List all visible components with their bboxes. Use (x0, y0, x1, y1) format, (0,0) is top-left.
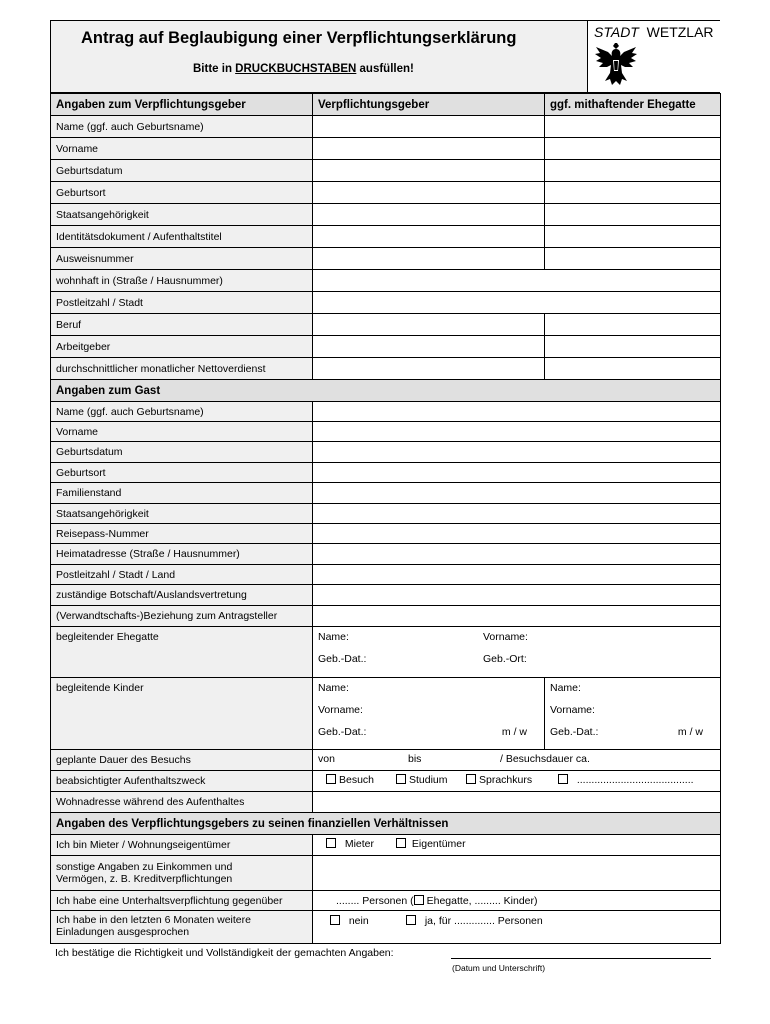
tenant-owner-options (313, 835, 721, 856)
col-header-main: Verpflichtungsgeber (313, 94, 545, 116)
sponsor-input-spouse[interactable] (545, 314, 721, 336)
guest-input[interactable] (313, 565, 721, 585)
duration-from-label: von (318, 753, 335, 765)
child-1-dob-label: Geb.-Dat.: (318, 726, 367, 738)
owner-label: Eigentümer (411, 838, 466, 850)
guest-input[interactable] (313, 606, 721, 627)
guest-spouse-label: begleitender Ehegatte (51, 627, 313, 678)
guest-input[interactable] (313, 585, 721, 606)
guest-field-label: Geburtsdatum (51, 442, 313, 463)
sponsor-input-main[interactable] (313, 336, 545, 358)
sponsor-field-label: Geburtsort (51, 182, 313, 204)
sponsor-field-label: Staatsangehörigkeit (51, 204, 313, 226)
guest-field-label: Geburtsort (51, 463, 313, 483)
section-3-heading: Angaben des Verpflichtungsgebers zu seinen finanziellen Verhältnissen (51, 813, 721, 835)
guest-input[interactable] (313, 544, 721, 565)
guest-spouse-input[interactable] (313, 627, 721, 678)
sponsor-input-main[interactable] (313, 138, 545, 160)
invitations-yes-label: ja, für .............. Personen (424, 915, 543, 927)
purpose-visit-checkbox[interactable] (326, 774, 336, 784)
invitations-yes-checkbox[interactable] (406, 915, 416, 925)
sponsor-input-spouse[interactable] (545, 248, 721, 270)
invitations-line2: Einladungen ausgesprochen (56, 926, 190, 938)
child-2-input[interactable] (545, 678, 721, 750)
other-finances-input[interactable] (313, 856, 721, 891)
child-1-input[interactable] (313, 678, 545, 750)
sponsor-input-main[interactable] (313, 226, 545, 248)
invitations-options (313, 911, 721, 944)
guest-field-label: Familienstand (51, 483, 313, 504)
other-finances-line2: Vermögen, z. B. Kreditverpflichtungen (56, 873, 233, 885)
sponsor-input-spouse[interactable] (545, 358, 721, 380)
guest-field-label: Heimatadresse (Straße / Hausnummer) (51, 544, 313, 565)
confirmation-text: Ich bestätige die Richtigkeit und Vollständigkeit der gemachten Angaben: (55, 947, 394, 959)
invitations-no-label: nein (348, 915, 369, 927)
sponsor-input-main[interactable] (313, 270, 721, 292)
sponsor-input-main[interactable] (313, 204, 545, 226)
child-2-sex-label: m / w (677, 726, 703, 738)
stay-address-label: Wohnadresse während des Aufenthaltes (51, 792, 313, 813)
spouse-pob-label: Geb.-Ort: (483, 653, 527, 665)
guest-input[interactable] (313, 442, 721, 463)
sponsor-input-main[interactable] (313, 116, 545, 138)
guest-field-label: (Verwandtschafts-)Beziehung zum Antragsteller (51, 606, 313, 627)
city-logo (587, 21, 720, 92)
sponsor-input-spouse[interactable] (545, 116, 721, 138)
guest-field-label: Vorname (51, 422, 313, 442)
guest-input[interactable] (313, 483, 721, 504)
section-1-heading: Angaben zum Verpflichtungsgeber (51, 94, 313, 116)
sponsor-field-label: Identitätsdokument / Aufenthaltstitel (51, 226, 313, 248)
section-2-heading: Angaben zum Gast (51, 380, 721, 402)
purpose-study-checkbox[interactable] (396, 774, 406, 784)
sponsor-field-label: Arbeitgeber (51, 336, 313, 358)
sponsor-input-main[interactable] (313, 314, 545, 336)
maintenance-spouse-children-text: Ehegatte, ......... Kinder) (426, 894, 538, 907)
purpose-study-label: Studium (409, 774, 448, 786)
purpose-language-label: Sprachkurs (479, 774, 533, 786)
invitations-no-checkbox[interactable] (330, 915, 340, 925)
child-2-dob-label: Geb.-Dat.: (550, 726, 599, 738)
sponsor-input-main[interactable] (313, 292, 721, 314)
purpose-other-line: ........................................ (576, 774, 694, 786)
other-finances-line1: sonstige Angaben zu Einkommen und (56, 861, 233, 873)
logo-text: STADT WETZLAR (594, 24, 714, 40)
child-2-name-label: Name: (550, 682, 581, 694)
guest-field-label: Reisepass-Nummer (51, 524, 313, 544)
signature-line[interactable] (451, 958, 711, 959)
sponsor-input-main[interactable] (313, 160, 545, 182)
guest-input[interactable] (313, 402, 721, 422)
sponsor-field-label: Name (ggf. auch Geburtsname) (51, 116, 313, 138)
form-title: Antrag auf Beglaubigung einer Verpflichtungserklärung (81, 29, 517, 47)
guest-input[interactable] (313, 504, 721, 524)
sponsor-input-spouse[interactable] (545, 204, 721, 226)
tenant-owner-label: Ich bin Mieter / Wohnungseigentümer (51, 835, 313, 856)
sponsor-field-label: Beruf (51, 314, 313, 336)
visit-purpose-label: beabsichtigter Aufenthaltszweck (51, 771, 313, 792)
guest-input[interactable] (313, 524, 721, 544)
maintenance-input[interactable] (313, 891, 721, 911)
maintenance-label: Ich habe eine Unterhaltsverpflichtung gegenüber (51, 891, 313, 911)
maintenance-persons-text: ........ Personen ( (336, 894, 414, 907)
sponsor-input-spouse[interactable] (545, 226, 721, 248)
sponsor-field-label: Postleitzahl / Stadt (51, 292, 313, 314)
sponsor-input-main[interactable] (313, 182, 545, 204)
tenant-label: Mieter (344, 838, 375, 850)
sponsor-field-label: Ausweisnummer (51, 248, 313, 270)
sponsor-field-label: wohnhaft in (Straße / Hausnummer) (51, 270, 313, 292)
duration-length-label: / Besuchsdauer ca. (500, 753, 590, 765)
application-form-table (50, 93, 721, 944)
duration-to-label: bis (408, 753, 422, 765)
sponsor-input-spouse[interactable] (545, 160, 721, 182)
guest-field-label: zuständige Botschaft/Auslandsvertretung (51, 585, 313, 606)
owner-checkbox[interactable] (396, 838, 406, 848)
sponsor-field-label: Vorname (51, 138, 313, 160)
other-finances-label (51, 856, 313, 891)
guest-input[interactable] (313, 463, 721, 483)
stay-address-input[interactable] (313, 792, 721, 813)
child-1-name-label: Name: (318, 682, 349, 694)
guest-field-label: Postleitzahl / Stadt / Land (51, 565, 313, 585)
col-header-spouse: ggf. mithaftender Ehegatte (545, 94, 721, 116)
sponsor-input-spouse[interactable] (545, 336, 721, 358)
invitations-line1: Ich habe in den letzten 6 Monaten weitere (56, 914, 251, 926)
sponsor-input-main[interactable] (313, 358, 545, 380)
sponsor-input-spouse[interactable] (545, 138, 721, 160)
guest-field-label: Staatsangehörigkeit (51, 504, 313, 524)
sponsor-field-label: durchschnittlicher monatlicher Nettoverdienst (51, 358, 313, 380)
form-header (50, 20, 720, 93)
child-1-vorname-label: Vorname: (318, 704, 363, 716)
tenant-checkbox[interactable] (326, 838, 336, 848)
guest-field-label: Name (ggf. auch Geburtsname) (51, 402, 313, 422)
guest-children-label: begleitende Kinder (51, 678, 313, 750)
form-subtitle: Bitte in DRUCKBUCHSTABEN ausfüllen! (193, 63, 414, 75)
sponsor-input-main[interactable] (313, 248, 545, 270)
spouse-name-label: Name: (318, 631, 349, 643)
child-2-vorname-label: Vorname: (550, 704, 595, 716)
sponsor-input-spouse[interactable] (545, 182, 721, 204)
maintenance-spouse-checkbox[interactable] (414, 895, 424, 905)
invitations-label (51, 911, 313, 944)
eagle-crest-icon (594, 43, 638, 89)
visit-duration-input[interactable] (313, 750, 721, 771)
signature-caption: (Datum und Unterschrift) (452, 963, 546, 973)
guest-input[interactable] (313, 422, 721, 442)
spouse-dob-label: Geb.-Dat.: (318, 653, 367, 665)
purpose-visit-label: Besuch (339, 774, 375, 786)
sponsor-field-label: Geburtsdatum (51, 160, 313, 182)
visit-duration-label: geplante Dauer des Besuchs (51, 750, 313, 771)
visit-purpose-options (313, 771, 721, 792)
child-1-sex-label: m / w (501, 726, 527, 738)
purpose-language-checkbox[interactable] (466, 774, 476, 784)
purpose-other-checkbox[interactable] (558, 774, 568, 784)
spouse-vorname-label: Vorname: (483, 631, 528, 643)
